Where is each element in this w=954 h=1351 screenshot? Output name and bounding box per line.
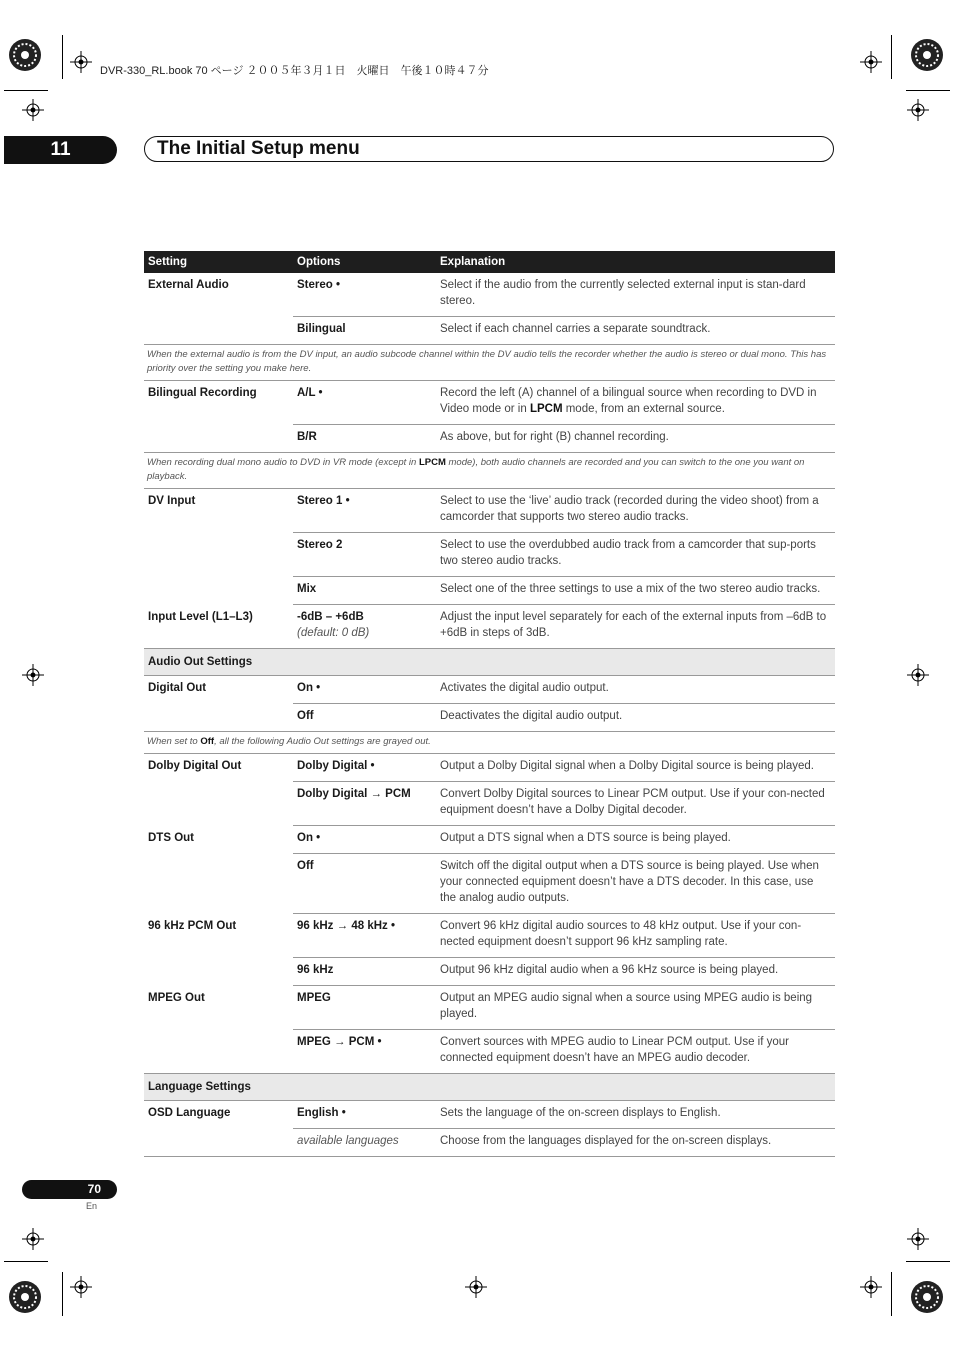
file-info-header: DVR-330_RL.book 70 ページ ２００５年３月１日 火曜日 午後１０時４７分 bbox=[100, 65, 489, 77]
explanation-cell: Output a Dolby Digital signal when a Dolby Digital source is being played. bbox=[436, 754, 835, 782]
printer-spiral-icon bbox=[910, 38, 944, 72]
explanation-cell bbox=[436, 381, 835, 425]
registration-mark-icon bbox=[907, 664, 929, 686]
explanation-text: mode, from an external source. bbox=[562, 403, 725, 415]
setting-name: 96 kHz PCM Out bbox=[148, 919, 237, 932]
crop-mark bbox=[62, 35, 63, 79]
option-cell: Stereo 1 • bbox=[293, 489, 436, 533]
explanation-cell: Deactivates the digital audio output. bbox=[436, 704, 835, 732]
column-header: Explanation bbox=[436, 251, 835, 273]
setting-name: Input Level (L1–L3) bbox=[144, 605, 293, 649]
explanation-cell: Select to use the overdubbed audio track from a camcorder that sup-ports two stereo audio tracks. bbox=[436, 533, 835, 577]
option-cell: 96 kHz → 48 kHz • bbox=[293, 914, 436, 958]
table-note-row bbox=[144, 732, 835, 754]
explanation-cell: Select if the audio from the currently selected external input is stan-dard stereo. bbox=[436, 273, 835, 317]
explanation-cell: Output an MPEG audio signal when a source using MPEG audio is being played. bbox=[436, 986, 835, 1030]
setting-name: Bilingual Recording bbox=[148, 387, 257, 399]
table-row bbox=[144, 914, 835, 958]
explanation-cell: As above, but for right (B) channel recording. bbox=[436, 425, 835, 453]
explanation-cell: Select to use the ‘live’ audio track (recorded during the video shoot) from a camcorder that supports two stereo audio tracks. bbox=[436, 489, 835, 533]
registration-mark-icon bbox=[907, 1228, 929, 1250]
explanation-cell: Select one of the three settings to use a mix of the two stereo audio tracks. bbox=[436, 577, 835, 605]
note-text: When recording dual mono audio to DVD in VR mode (except in bbox=[147, 457, 419, 468]
table-row bbox=[144, 381, 835, 425]
setting-name: External Audio bbox=[148, 279, 229, 291]
registration-mark-icon bbox=[70, 51, 92, 73]
setting-name: OSD Language bbox=[144, 1101, 293, 1157]
table-header-row bbox=[144, 251, 835, 273]
page-number: 70 bbox=[22, 1180, 117, 1199]
table-row bbox=[144, 676, 835, 704]
registration-mark-icon bbox=[907, 99, 929, 121]
explanation-cell: Output a DTS signal when a DTS source is being played. bbox=[436, 826, 835, 854]
printer-spiral-icon bbox=[8, 38, 42, 72]
option-cell: Stereo 2 bbox=[293, 533, 436, 577]
explanation-cell: Select if each channel carries a separate soundtrack. bbox=[436, 317, 835, 345]
column-header: Options bbox=[293, 251, 436, 273]
crop-mark bbox=[4, 1261, 48, 1262]
table-row bbox=[144, 826, 835, 854]
note-text: mode), both audio channels are recorded and you can switch to the one you want on playback. bbox=[147, 457, 805, 482]
crop-mark bbox=[906, 1261, 950, 1262]
section-row bbox=[144, 1074, 835, 1101]
table-row bbox=[144, 1101, 835, 1129]
explanation-cell: Choose from the languages displayed for the on-screen displays. bbox=[436, 1129, 835, 1157]
table-row bbox=[144, 489, 835, 533]
registration-mark-icon bbox=[22, 99, 44, 121]
option-cell: 96 kHz bbox=[293, 958, 436, 986]
page-language: En bbox=[86, 1201, 98, 1211]
option-cell: A/L • bbox=[293, 381, 436, 425]
option-cell: Mix bbox=[293, 577, 436, 605]
table-row bbox=[144, 605, 835, 649]
option-cell: B/R bbox=[293, 425, 436, 453]
note-text: , all the following Audio Out settings are grayed out. bbox=[214, 736, 431, 747]
option-cell: Dolby Digital → PCM bbox=[293, 782, 436, 826]
explanation-cell: Sets the language of the on-screen displays to English. bbox=[436, 1101, 835, 1129]
explanation-cell: Activates the digital audio output. bbox=[436, 676, 835, 704]
setting-name: MPEG Out bbox=[148, 991, 205, 1004]
chapter-title-bar bbox=[144, 136, 834, 162]
explanation-cell: Convert sources with MPEG audio to Linear PCM output. Use if your connected equipment doesn’t have an MPEG audio decoder. bbox=[436, 1030, 835, 1074]
option-cell: Off bbox=[293, 704, 436, 732]
registration-mark-icon bbox=[860, 1276, 882, 1298]
setup-table bbox=[144, 251, 835, 1157]
setting-name: DV Input bbox=[148, 495, 196, 507]
option-default: (default: 0 dB) bbox=[297, 627, 370, 639]
table-row bbox=[144, 986, 835, 1030]
note-bold: Off bbox=[200, 736, 215, 747]
option-cell: MPEG bbox=[293, 986, 436, 1030]
registration-mark-icon bbox=[860, 51, 882, 73]
table-row bbox=[144, 754, 835, 782]
option-cell: available languages bbox=[293, 1129, 436, 1157]
crop-mark bbox=[891, 35, 892, 79]
option-text: -6dB – +6dB bbox=[297, 611, 364, 623]
table-note-row bbox=[144, 453, 835, 489]
printer-spiral-icon bbox=[8, 1280, 42, 1314]
column-header: Setting bbox=[144, 251, 293, 273]
explanation-cell: Output 96 kHz digital audio when a 96 kHz source is being played. bbox=[436, 958, 835, 986]
option-cell: On • bbox=[293, 826, 436, 854]
option-cell bbox=[293, 605, 436, 649]
explanation-cell: Switch off the digital output when a DTS source is being played. Use when your connected equipment doesn’t have a DTS decoder. In this case, use the analog audio outputs. bbox=[436, 854, 835, 914]
table-row bbox=[144, 273, 835, 317]
setting-name: Digital Out bbox=[148, 682, 207, 694]
setting-name: Dolby Digital Out bbox=[148, 760, 242, 772]
option-cell: MPEG → PCM • bbox=[293, 1030, 436, 1074]
section-title: Audio Out Settings bbox=[144, 649, 835, 676]
option-cell: English • bbox=[293, 1101, 436, 1129]
section-row bbox=[144, 649, 835, 676]
table-note: When the external audio is from the DV input, an audio subcode channel within the DV audio tells the recorder whether the audio is stereo or dual mono. This has priority over the setting you make here. bbox=[144, 345, 835, 381]
option-cell: On • bbox=[293, 676, 436, 704]
note-text: When set to bbox=[147, 736, 201, 747]
explanation-text: Record the left (A) channel of a bilingual source when recording to DVD in Video mode or in bbox=[440, 387, 817, 415]
registration-mark-icon bbox=[465, 1276, 487, 1298]
chapter-number: 11 bbox=[4, 136, 117, 164]
table-note-row bbox=[144, 345, 835, 381]
option-cell: Bilingual bbox=[293, 317, 436, 345]
option-cell: Stereo • bbox=[293, 273, 436, 317]
crop-mark bbox=[4, 90, 48, 91]
explanation-bold: LPCM bbox=[529, 403, 563, 415]
explanation-cell: Adjust the input level separately for each of the external inputs from –6dB to +6dB in steps of 3dB. bbox=[436, 605, 835, 649]
printer-spiral-icon bbox=[910, 1280, 944, 1314]
registration-mark-icon bbox=[70, 1276, 92, 1298]
page-title: The Initial Setup menu bbox=[157, 138, 360, 159]
registration-mark-icon bbox=[22, 664, 44, 686]
section-title: Language Settings bbox=[144, 1074, 835, 1101]
setting-name: DTS Out bbox=[148, 831, 194, 844]
option-cell: Off bbox=[293, 854, 436, 914]
registration-mark-icon bbox=[22, 1228, 44, 1250]
explanation-cell: Convert 96 kHz digital audio sources to 48 kHz output. Use if your con-nected equipment doesn’t support 96 kHz sampling rate. bbox=[436, 914, 835, 958]
crop-mark bbox=[62, 1272, 63, 1316]
crop-mark bbox=[906, 90, 950, 91]
note-bold: LPCM bbox=[418, 457, 446, 468]
crop-mark bbox=[891, 1272, 892, 1316]
option-cell: Dolby Digital • bbox=[293, 754, 436, 782]
table-note bbox=[144, 732, 835, 754]
explanation-cell: Convert Dolby Digital sources to Linear PCM output. Use if your con-nected equipment doesn’t have a Dolby Digital decoder. bbox=[436, 782, 835, 826]
table-note bbox=[144, 453, 835, 489]
